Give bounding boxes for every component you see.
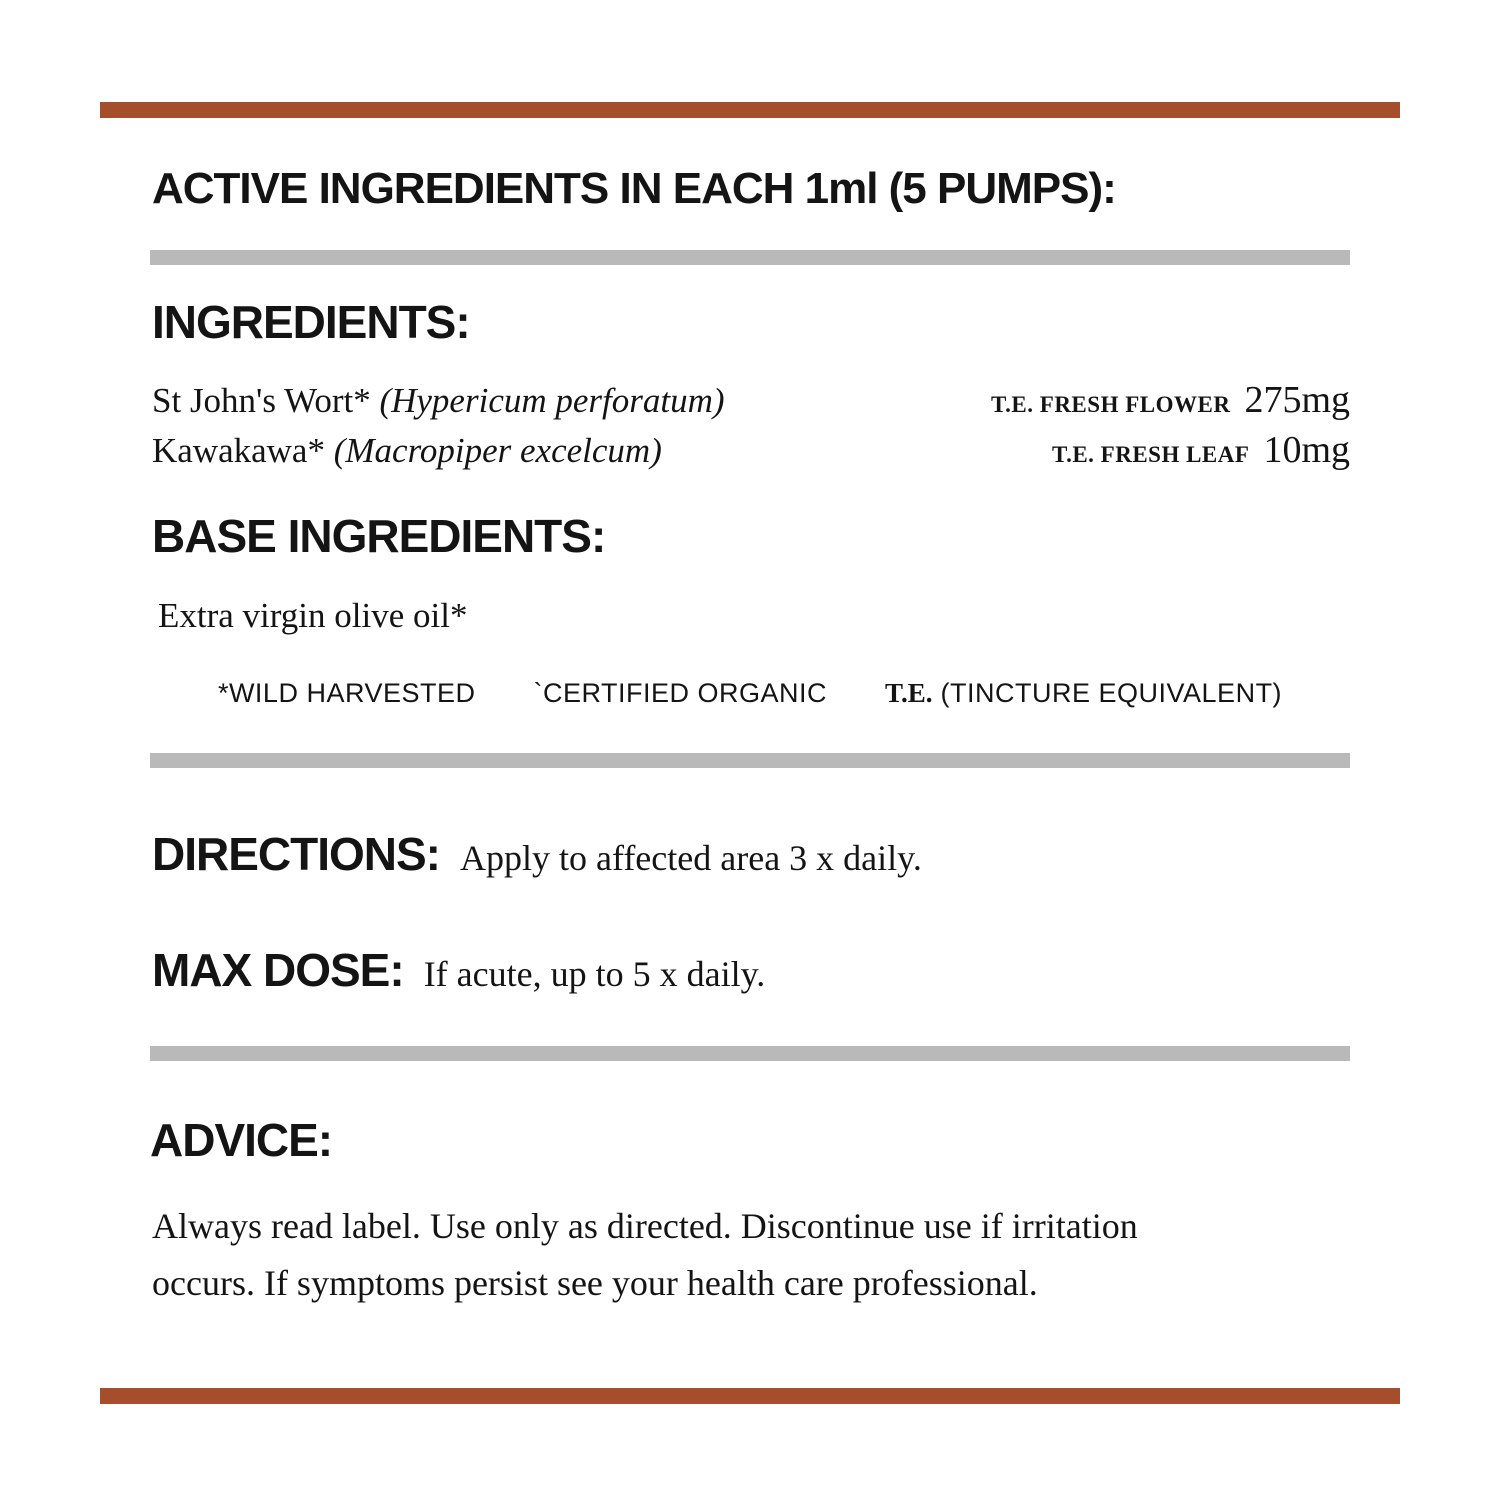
advice-paragraph bbox=[152, 1198, 1402, 1312]
max-dose-heading: MAX DOSE: bbox=[152, 944, 404, 996]
ingredients-heading: INGREDIENTS: bbox=[152, 296, 470, 348]
ingredient-amount-cell bbox=[991, 378, 1350, 422]
ingredient-amount-cell bbox=[1052, 428, 1350, 472]
directions-heading: DIRECTIONS: bbox=[152, 828, 440, 880]
divider-3 bbox=[150, 1046, 1350, 1061]
ingredient-common-name: Kawakawa* bbox=[152, 431, 334, 470]
top-accent-bar bbox=[100, 102, 1400, 118]
footnote-certified-organic: `CERTIFIED ORGANIC bbox=[533, 678, 828, 708]
advice-line: Always read label. Use only as directed. Discontinue use if irritation bbox=[152, 1206, 1138, 1246]
max-dose-row bbox=[152, 946, 765, 996]
max-dose-text: If acute, up to 5 x daily. bbox=[423, 954, 766, 994]
advice-line: occurs. If symptoms persist see your health care professional. bbox=[152, 1263, 1038, 1303]
footnote-wild-harvested: *WILD HARVESTED bbox=[217, 678, 476, 708]
footnote-tincture-equivalent bbox=[885, 678, 1282, 709]
te-abbreviation: T.E. bbox=[885, 678, 933, 708]
te-expansion: (TINCTURE EQUIVALENT) bbox=[932, 678, 1283, 708]
ingredient-row bbox=[152, 378, 1350, 423]
directions-row bbox=[152, 830, 922, 880]
ingredient-latin-name: (Macropiper excelcum) bbox=[333, 431, 662, 470]
directions-text: Apply to affected area 3 x daily. bbox=[460, 838, 922, 878]
te-label: T.E. FRESH LEAF bbox=[1051, 442, 1250, 467]
ingredient-row bbox=[152, 428, 1350, 473]
footnote-row bbox=[150, 678, 1350, 709]
active-ingredients-heading: ACTIVE INGREDIENTS IN EACH 1ml (5 PUMPS): bbox=[152, 164, 1116, 213]
te-amount: 275mg bbox=[1244, 379, 1350, 421]
ingredient-name bbox=[152, 379, 725, 423]
divider-2 bbox=[150, 753, 1350, 768]
te-amount: 10mg bbox=[1263, 429, 1350, 471]
te-label: T.E. FRESH FLOWER bbox=[991, 392, 1231, 417]
bottom-accent-bar bbox=[100, 1388, 1400, 1404]
ingredient-name bbox=[152, 429, 662, 473]
advice-heading: ADVICE: bbox=[150, 1114, 333, 1166]
base-ingredients-heading: BASE INGREDIENTS: bbox=[152, 510, 606, 562]
ingredient-latin-name: (Hypericum perforatum) bbox=[379, 381, 725, 420]
base-ingredient-item: Extra virgin olive oil* bbox=[158, 596, 468, 635]
ingredient-common-name: St John's Wort* bbox=[152, 381, 380, 420]
divider-1 bbox=[150, 250, 1350, 265]
